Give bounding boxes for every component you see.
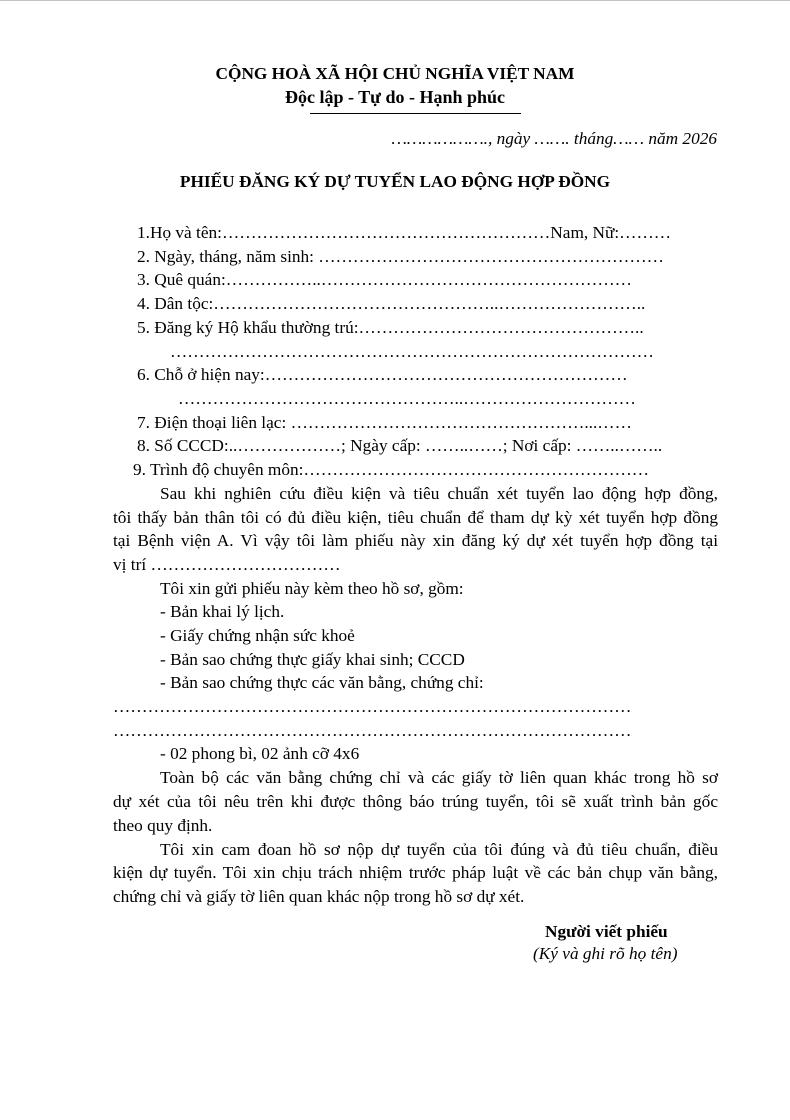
signature-title: Người viết phiếu xyxy=(545,922,668,941)
attachment-item: - Bản sao chứng thực các văn bằng, chứng chỉ: xyxy=(160,673,484,692)
motto: Độc lập - Tự do - Hạnh phúc xyxy=(284,87,506,107)
field-date-of-birth[interactable]: 2. Ngày, tháng, năm sinh: …………………………………………………… xyxy=(137,247,664,266)
paragraph2-line3: theo quy định. xyxy=(113,816,213,835)
field-certificates-line1[interactable]: ……………………………………………………………………………… xyxy=(113,697,632,716)
field-permanent-residence[interactable]: 5. Đăng ký Hộ khẩu thường trú:………………………………………….. xyxy=(137,318,644,337)
field-permanent-residence-cont[interactable]: ………………………………………………………………………… xyxy=(170,342,654,361)
form-title: PHIẾU ĐĂNG KÝ DỰ TUYỂN LAO ĐỘNG HỢP ĐỒNG xyxy=(179,172,611,191)
field-current-address[interactable]: 6. Chỗ ở hiện nay:……………………………………………………… xyxy=(137,365,628,384)
attachment-item: - Giấy chứng nhận sức khoẻ xyxy=(160,626,355,645)
attachments-intro: Tôi xin gửi phiếu này kèm theo hồ sơ, gồm: xyxy=(160,579,464,598)
attachment-item: - Bản khai lý lịch. xyxy=(160,602,285,621)
page-top-border xyxy=(0,0,790,1)
signature-note: (Ký và ghi rõ họ tên) xyxy=(533,944,678,963)
field-full-name[interactable]: 1.Họ và tên:…………………………………………………Nam, Nữ:……… xyxy=(137,223,672,242)
field-id-card[interactable]: 8. Số CCCD:..………………; Ngày cấp: ……..……; Nơi cấp: ……..…….. xyxy=(137,436,663,455)
paragraph3-line2: kiện dự tuyển. Tôi xin chịu trách nhiệm trước pháp luật về các bản chụp văn bằng, xyxy=(113,863,718,882)
field-hometown[interactable]: 3. Quê quán:……………..……………………………………………… xyxy=(137,270,632,289)
field-current-address-cont[interactable]: …………………………………………..………………………… xyxy=(178,389,636,408)
paragraph1-line2: tôi thấy bản thân tôi có đủ điều kiện, tiêu chuẩn để tham dự kỳ xét tuyển hợp đồng xyxy=(113,508,718,527)
paragraph2-line2: dự xét của tôi nêu trên khi được thông báo trúng tuyển, tôi sẽ xuất trình bản gốc xyxy=(113,792,718,811)
motto-underline xyxy=(310,113,521,114)
field-position[interactable]: vị trí …………………………… xyxy=(113,555,341,574)
field-certificates-line2[interactable]: ……………………………………………………………………………… xyxy=(113,721,632,740)
field-qualification[interactable]: 9. Trình độ chuyên môn:…………………………………………………… xyxy=(133,460,650,479)
paragraph3-line1: Tôi xin cam đoan hồ sơ nộp dự tuyển của tôi đúng và đủ tiêu chuẩn, điều xyxy=(160,840,718,859)
paragraph1-line1: Sau khi nghiên cứu điều kiện và tiêu chuẩn xét tuyển lao động hợp đồng, xyxy=(160,484,718,503)
nation-header: CỘNG HOÀ XÃ HỘI CHỦ NGHĨA VIỆT NAM xyxy=(215,64,575,83)
field-ethnicity[interactable]: 4. Dân tộc:…………………………………………..…………………….. xyxy=(137,294,646,313)
date-line: ………………., ngày ……. tháng…… năm 2026 xyxy=(391,129,717,148)
paragraph1-line3: tại Bệnh viện A. Vì vậy tôi làm phiếu này xin đăng ký dự xét tuyển hợp đồng tại xyxy=(113,531,718,550)
attachment-item: - 02 phong bì, 02 ảnh cỡ 4x6 xyxy=(160,744,360,763)
paragraph3-line3: chứng chỉ và giấy tờ liên quan khác nộp trong hồ sơ dự xét. xyxy=(113,887,525,906)
field-phone[interactable]: 7. Điện thoại liên lạc: ……………………………………………...…… xyxy=(137,413,632,432)
paragraph2-line1: Toàn bộ các văn bằng chứng chỉ và các giấy tờ liên quan khác trong hồ sơ xyxy=(160,768,718,787)
attachment-item: - Bản sao chứng thực giấy khai sinh; CCCD xyxy=(160,650,465,669)
